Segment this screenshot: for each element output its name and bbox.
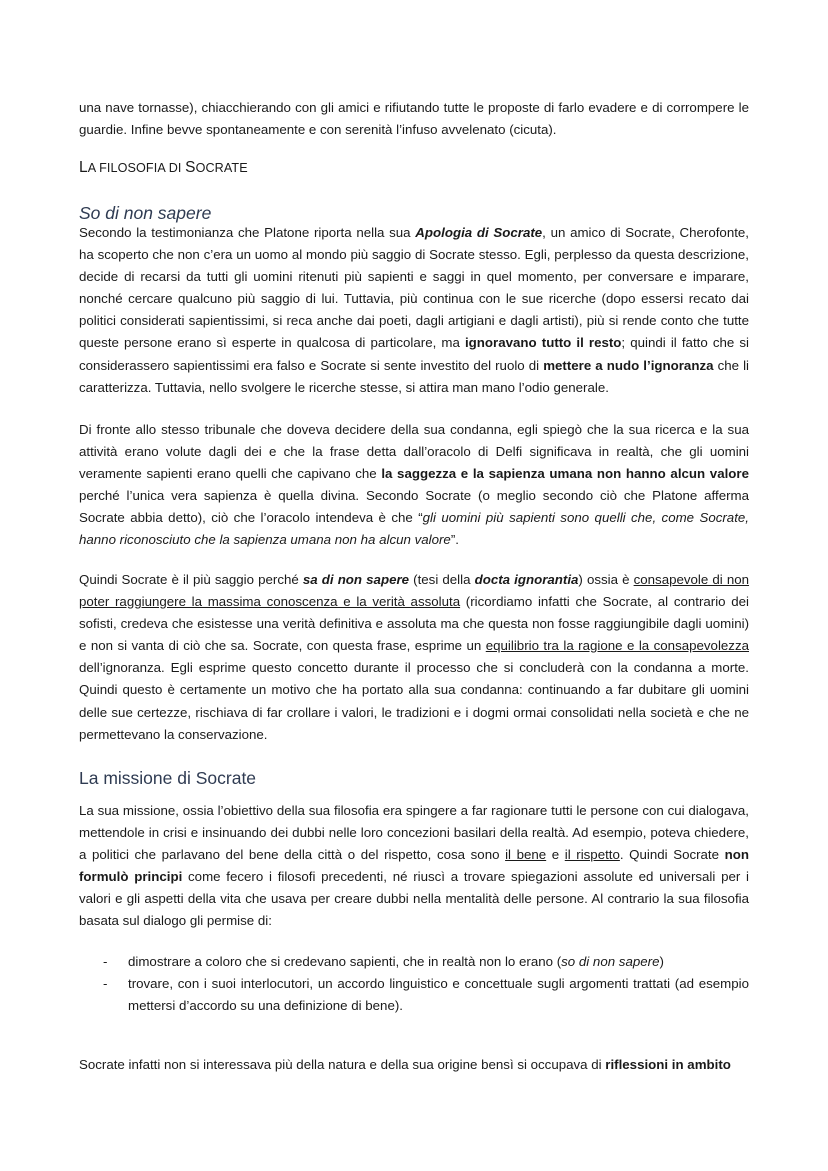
subsection-title-missione: La missione di Socrate — [79, 768, 257, 788]
paragraph-tribunale: Di fronte allo stesso tribunale che doveva decidere della sua condanna, egli spiegò che la sua ricerca e la sua attività erano volute dagli dei e che la frase detta dall’oracolo di Delfi significava in realtà, che gli uomini veramente sapienti erano quelli che capivano che la saggezza e la sapienza umana non hanno alcun valore perché l’unica vera sapienza è quella divina. Secondo Socrate (o meglio secondo ciò che Platone afferma Socrate abbia detto), ciò che l’oracolo intendeva è che “gli uomini più sapienti sono quelli che, come Socrate, hanno riconosciuto che la sapienza umana non ha alcun valore”. — [79, 422, 749, 548]
intro-text: una nave tornasse), chiacchierando con gli amici e rifiutando tutte le proposte di farlo evadere e di corrompere le guardie. Infine bevve spontaneamente e con serenità l’infuso avvelenato (cicuta). — [79, 100, 749, 138]
paragraph-docta-ignorantia: Quindi Socrate è il più saggio perché sa di non sapere (tesi della docta ignorantia) ossia è consapevole di non poter raggiungere la massima conoscenza e la verità assoluta (ricordiamo infatti che Socrate, al contrario dei sofisti, credeva che esistesse una verità definitiva e assoluta ma che questa non fosse raggiungibile dagli uomini) e non si vanta di ciò che sa. Socrate, con questa frase, esprime un equilibrio tra la ragione e la consapevolezza dell’ignoranza. Egli esprime questo concetto durante il processo che si concluderà con la condanna a morte. Quindi questo è certamente un motivo che ha portato alla sua condanna: continuando a far dubitare gli uomini delle sue certezze, rischiava di far crollare i valori, le tradizioni e i dogmi ormai consolidati nella società e che ne permettevano la conservazione. — [79, 572, 750, 742]
dash-list — [79, 951, 749, 1017]
list-item: - dimostrare a coloro che si credevano sapienti, che in realtà non lo erano (so di non sapere) — [103, 954, 664, 969]
list-item: - trovare, con i suoi interlocutori, un accordo linguistico e concettuale sugli argomenti trattati (ad esempio mettersi d’accordo su una definizione di bene). — [103, 976, 749, 1014]
subsection-title-so-di-non-sapere: So di non sapere — [79, 203, 212, 223]
paragraph-missione: La sua missione, ossia l’obiettivo della sua filosofia era spingere a far ragionare tutti le persone con cui dialogava, mettendole in crisi e insinuando dei dubbi nelle loro concezioni basilari della realtà. Ad esempio, poteva chiedere, a politici che parlavano del bene della città o del rispetto, cosa sono il bene e il rispetto. Quindi Socrate non formulò principi come fecero i filosofi precedenti, né riuscì a trovare spiegazioni assolute ed universali per i valori e gli aspetti della vita che usava per creare dubbi nella mentalità delle persone. Al contrario la sua filosofia basata sul dialogo gli permise di: — [79, 803, 750, 929]
paragraph-apologia: Secondo la testimonianza che Platone riporta nella sua Apologia di Socrate, un amico di Socrate, Cherofonte, ha scoperto che non c’era un uomo al mondo più saggio di Socrate stesso. Egli, perplesso da questa descrizione, decide di recarsi da tutti gli uomini ritenuti più sapienti e saggi in quel momento, per conversare e imparare, nonché cercare qualcuno più saggio di lui. Tuttavia, più continua con le sue ricerche (dopo essersi recato dai politici considerati sapientissimi, si reca anche dai poeti, dagli artigiani e dagli artisti), più si rende conto che tutte queste persone erano sì esperte in qualcosa di particolare, ma ignoravano tutto il resto; quindi il fatto che si considerassero sapientissimi era falso e Socrate si sente investito del ruolo di mettere a nudo l’ignoranza che li caratterizza. Tuttavia, nello svolgere le ricerche stesse, si attira man mano l’odio generale. — [79, 225, 749, 395]
intro-paragraph — [79, 97, 749, 141]
section-title: LA FILOSOFIA DI SOCRATE — [79, 159, 248, 176]
paragraph-final: Socrate infatti non si interessava più della natura e della sua origine bensì si occupava di riflessioni in ambito — [79, 1057, 731, 1072]
